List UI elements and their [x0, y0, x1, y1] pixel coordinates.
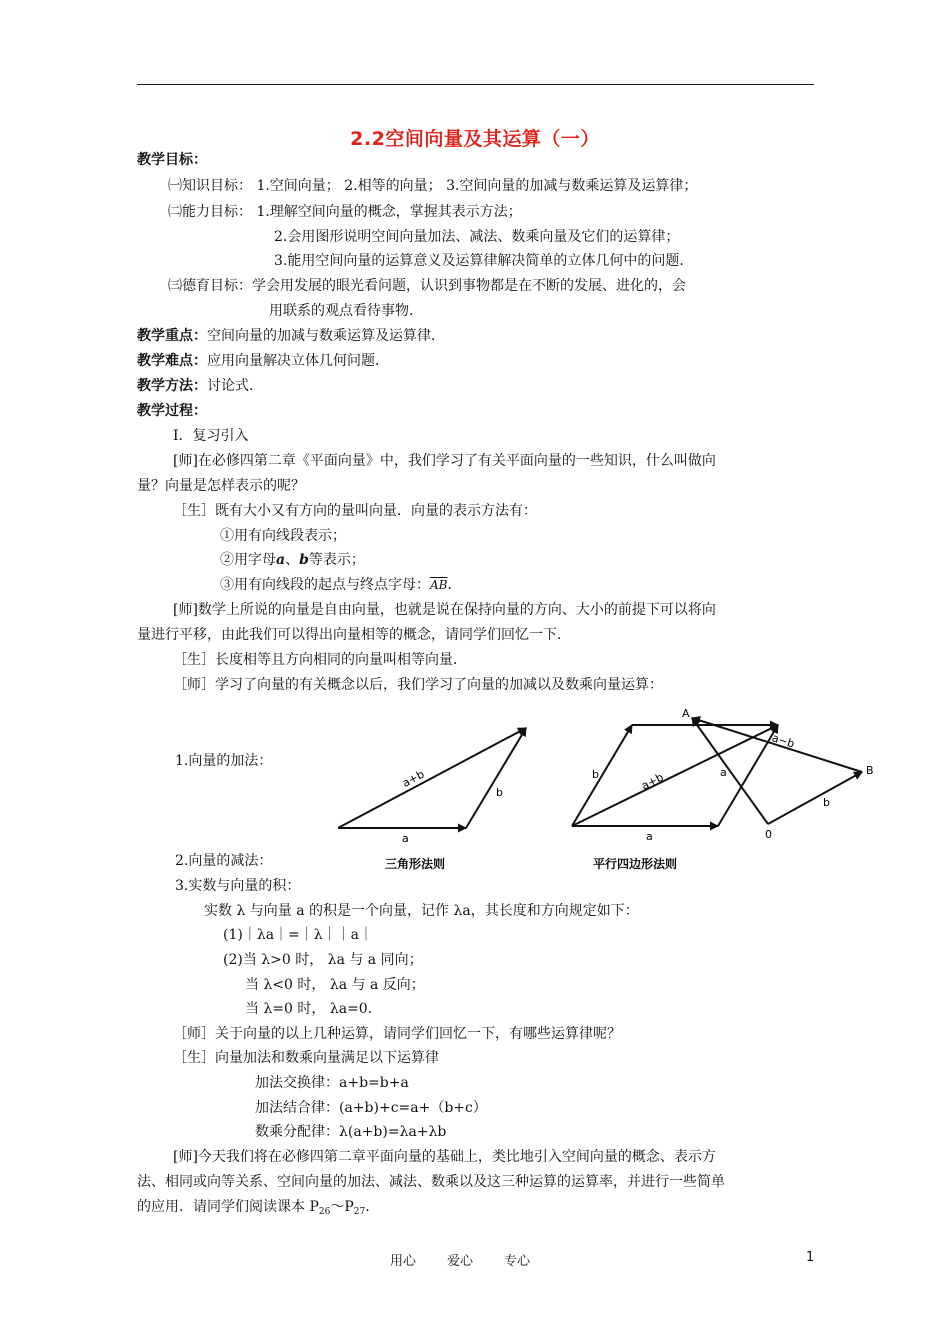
triangle-label-b: b — [496, 786, 503, 799]
para-label-b: b — [592, 768, 599, 781]
point-a-label: A — [682, 707, 690, 720]
para-label-a: a — [646, 830, 653, 843]
page-number: 1 — [806, 1250, 815, 1265]
parallelogram-rule-figure — [560, 700, 890, 876]
scalar-rule-3: 当 λ<0 时， λa 与 a 反向； — [245, 977, 425, 993]
teacher-line-5b: 法、相同或向等关系、空间向量的加法、减法、数乘以及这三种运算的运算率，并进行一些简单 — [137, 1174, 725, 1190]
page-title: 2.2空间向量及其运算（一） — [350, 128, 600, 150]
vector-oa — [692, 718, 768, 824]
para-label-a-right: a — [720, 766, 727, 779]
para-label-sum: a+b — [639, 770, 666, 793]
law-associative: 加法结合律：(a+b)+c=a+（b+c） — [255, 1100, 487, 1116]
footer-motto-3: 专心 — [504, 1254, 531, 1269]
process-heading: 教学过程： — [137, 403, 207, 419]
operation-scalar: 3.实数与向量的积： — [175, 878, 301, 894]
parallelogram-caption: 平行四边形法则 — [593, 857, 678, 871]
vector-ob — [768, 772, 862, 824]
page-start-subscript: 26 — [318, 1207, 331, 1217]
item2-separator: 、 — [285, 552, 300, 568]
header-rule — [137, 84, 814, 85]
ability-objective-2: 2.会用图形说明空间向量加法、减法、数乘向量及它们的运算律； — [274, 229, 680, 245]
moral-objective-1: ㈢德育目标：学会用发展的眼光看问题，认识到事物都是在不断的发展、进化的，会 — [168, 278, 686, 294]
representation-item-2 — [220, 550, 365, 570]
teacher-line-2b: 量进行平移，由此我们可以得出向量相等的概念，请同学们回忆一下． — [137, 627, 571, 643]
difficulty-text: 应用向量解决立体几何问题． — [207, 353, 389, 369]
footer-motto-2: 爱心 — [447, 1254, 474, 1269]
letter-b: b — [299, 552, 309, 568]
focus-text: 空间向量的加减与数乘运算及运算律． — [207, 328, 445, 344]
item2-suffix: 等表示； — [308, 552, 365, 568]
representation-item-3 — [220, 575, 461, 595]
student-line-2: ［生］长度相等且方向相同的向量叫相等向量． — [173, 652, 467, 668]
vector-ab: $\overline{AB}$ — [430, 578, 448, 592]
objectives-heading: 教学目标： — [137, 152, 207, 168]
scalar-rule-4: 当 λ=0 时， λa=0. — [245, 1001, 373, 1017]
point-o-label: 0 — [765, 828, 772, 841]
knowledge-objective: ㈠知识目标： 1.空间向量； 2.相等的向量； 3.空间向量的加减与数乘运算及运算律； — [168, 178, 698, 194]
ability-objective-3: 3.能用空间向量的运算意义及运算律解决简单的立体几何中的问题． — [274, 253, 694, 269]
representation-item-1: ①用有向线段表示； — [220, 528, 346, 544]
teacher-line-1a: [师]在必修四第二章《平面向量》中，我们学习了有关平面向量的一些知识，什么叫做向 — [173, 453, 716, 469]
section-review: Ⅰ．复习引入 — [173, 428, 249, 444]
law-distributive: 数乘分配律：λ(a+b)=λa+λb — [255, 1124, 447, 1140]
moral-objective-2: 用联系的观点看待事物． — [269, 303, 423, 319]
letter-a: a — [276, 552, 286, 568]
law-commutative: 加法交换律：a+b=b+a — [255, 1075, 409, 1091]
item3-prefix: ③用有向线段的起点与终点字母： — [220, 577, 430, 593]
triangle-caption: 三角形法则 — [385, 857, 446, 871]
method-text: 讨论式． — [207, 378, 263, 394]
scalar-rule-1: (1)｜λa｜=｜λ｜｜a｜ — [223, 927, 374, 943]
reading-prefix: 的应用．请同学们阅读课本 P — [137, 1199, 319, 1215]
method-line — [137, 376, 263, 396]
footer-motto-1: 用心 — [390, 1254, 417, 1269]
teacher-line-3: ［师］学习了向量的有关概念以后，我们学习了向量的加减以及数乘向量运算： — [173, 677, 663, 693]
item2-prefix: ②用字母 — [220, 552, 276, 568]
page-end-subscript: 27 — [353, 1207, 366, 1217]
focus-label: 教学重点： — [137, 328, 207, 344]
item3-suffix: ． — [447, 577, 462, 593]
triangle-label-a: a — [402, 832, 409, 845]
point-b-label: B — [866, 764, 874, 777]
focus-line — [137, 326, 445, 346]
scalar-rule-2: (2)当 λ>0 时， λa 与 a 同向； — [223, 952, 423, 968]
operation-addition: 1.向量的加法： — [175, 753, 273, 769]
teacher-line-1b: 量？向量是怎样表示的呢？ — [137, 478, 305, 494]
vector-sum-arrow — [338, 728, 526, 828]
reading-range: ～P — [330, 1199, 354, 1215]
para-label-b-ob: b — [823, 796, 830, 809]
teacher-line-4: ［师］关于向量的以上几种运算，请同学们回忆一下，有哪些运算律呢？ — [173, 1026, 621, 1042]
teacher-line-5a: [师]今天我们将在必修四第二章平面向量的基础上，类比地引入空间向量的概念、表示方 — [173, 1149, 716, 1165]
difficulty-line — [137, 351, 389, 371]
student-line-1: ［生］既有大小又有方向的量叫向量．向量的表示方法有： — [173, 503, 537, 519]
method-label: 教学方法： — [137, 378, 207, 394]
ability-objective-1: ㈡能力目标： 1.理解空间向量的概念，掌握其表示方法； — [168, 204, 522, 220]
teacher-line-2a: [师]数学上所说的向量是自由向量，也就是说在保持向量的方向、大小的前提下可以将向 — [173, 602, 716, 618]
operation-subtraction: 2.向量的减法： — [175, 853, 273, 869]
para-label-diff: a−b — [770, 731, 797, 751]
triangle-label-sum: a+b — [400, 767, 427, 790]
student-line-3: ［生］向量加法和数乘向量满足以下运算律 — [173, 1050, 439, 1066]
teacher-line-5c — [137, 1197, 370, 1222]
triangle-rule-figure — [320, 712, 545, 876]
difficulty-label: 教学难点： — [137, 353, 207, 369]
reading-suffix: . — [365, 1199, 370, 1215]
scalar-definition: 实数 λ 与向量 a 的积是一个向量，记作 λa，其长度和方向规定如下： — [204, 903, 639, 919]
